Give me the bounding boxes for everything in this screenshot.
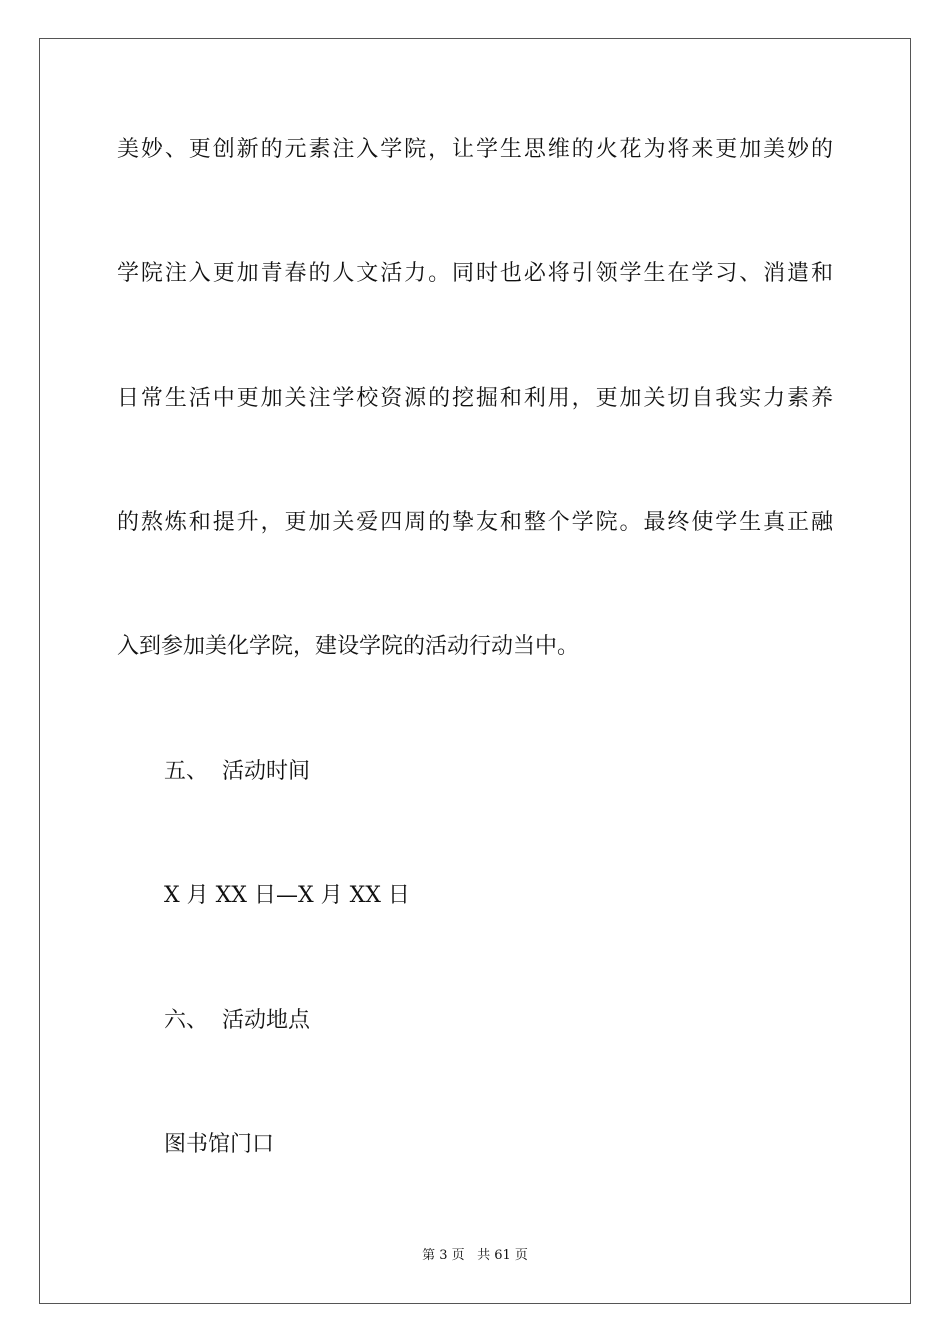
paragraph-line-2: 学院注入更加青春的人文活力。同时也必将引领学生在学习、消遣和 — [117, 261, 833, 286]
total-pages: 共 61 页 — [477, 1248, 528, 1263]
paragraph-line-4: 的熬炼和提升，更加关爱四周的挚友和整个学院。最终使学生真正融 — [117, 510, 833, 535]
page-footer — [0, 1248, 950, 1264]
section-5-date-range: X 月 XX 日—X 月 XX 日 — [164, 883, 410, 908]
paragraph-line-3: 日常生活中更加关注学校资源的挖掘和利用，更加关切自我实力素养 — [117, 386, 833, 411]
section-5-heading: 五、 活动时间 — [164, 759, 310, 784]
paragraph-line-5: 入到参加美化学院，建设学院的活动行动当中。 — [117, 634, 580, 659]
page-number: 第 3 页 — [422, 1248, 465, 1263]
page-border — [39, 38, 911, 1304]
section-6-heading: 六、 活动地点 — [164, 1008, 310, 1033]
section-6-location: 图书馆门口 — [164, 1132, 275, 1157]
paragraph-line-1: 美妙、更创新的元素注入学院，让学生思维的火花为将来更加美妙的 — [117, 137, 833, 162]
